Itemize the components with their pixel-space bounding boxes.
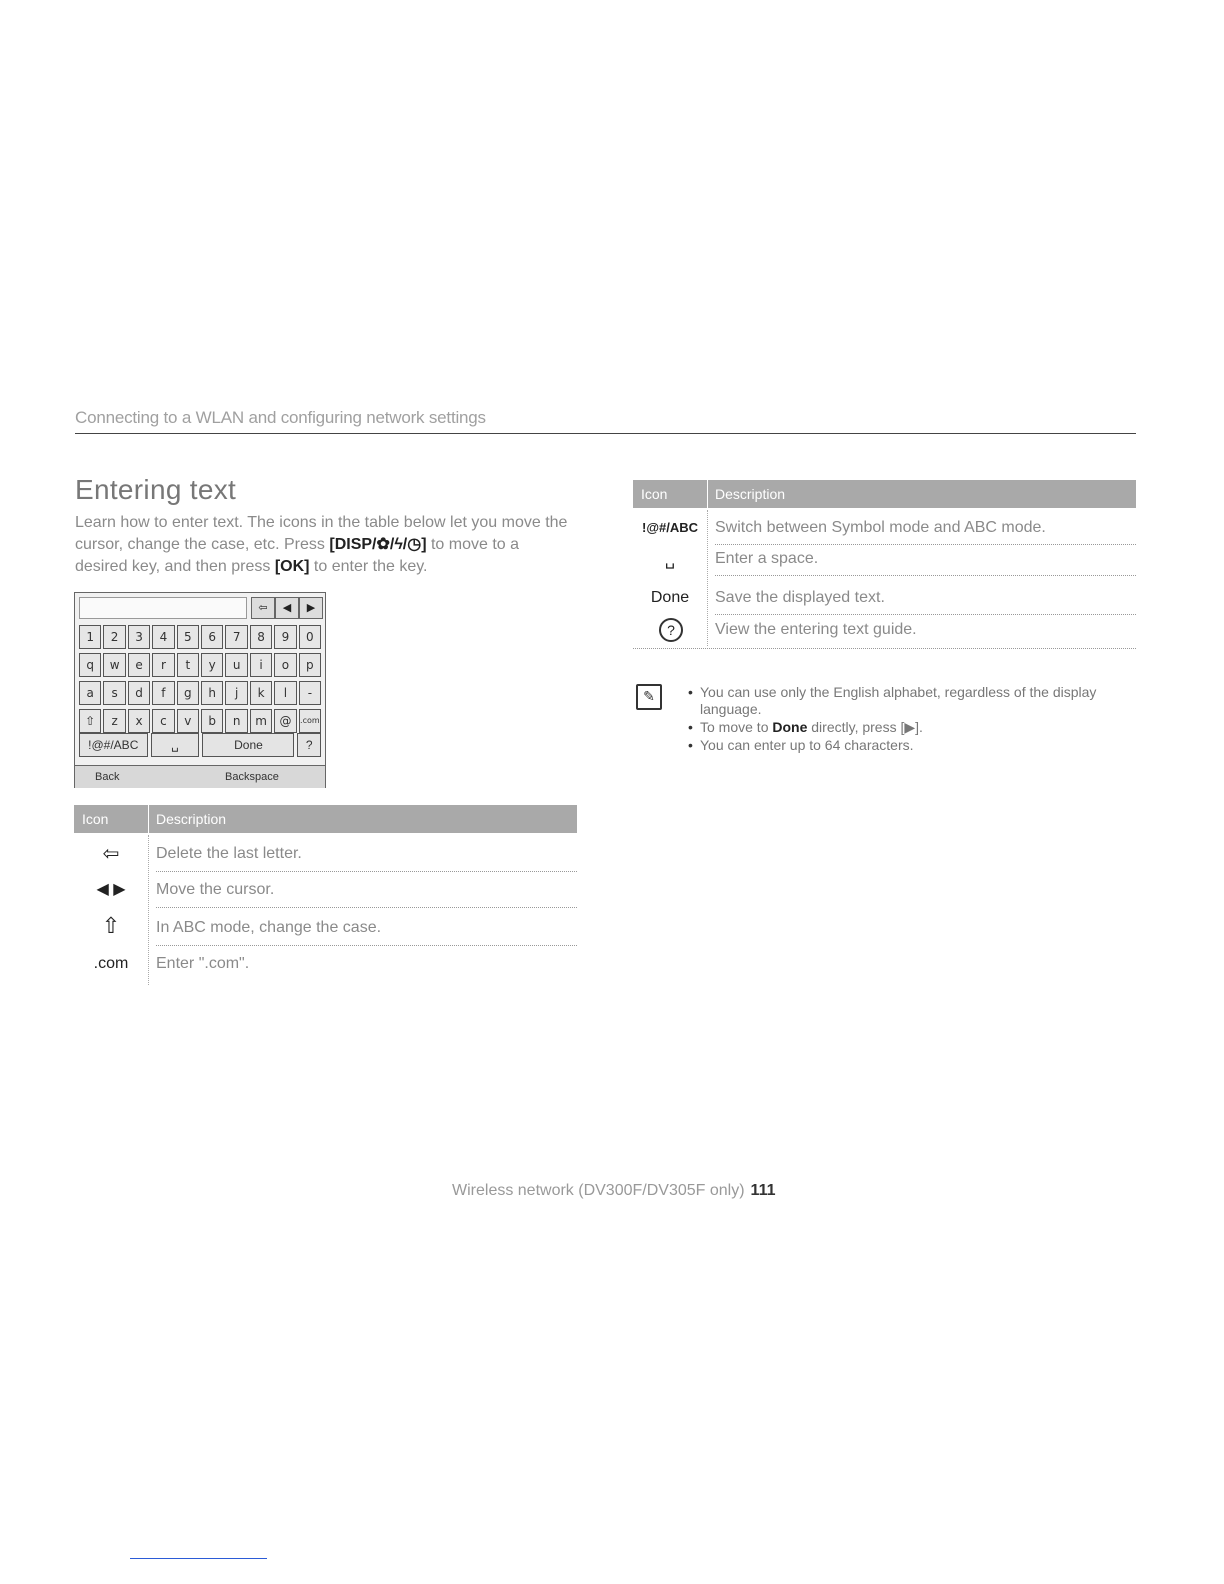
header-description: Description [715,486,786,502]
key: 1 [79,625,101,649]
row-description: In ABC mode, change the case. [156,919,382,936]
row-divider [156,907,577,908]
cursor-left-icon: ◀ [275,597,299,619]
note-box [636,672,1136,762]
key: v [177,709,199,733]
key: j [225,681,247,705]
key-row [79,709,321,733]
table-bottom-rule [633,648,1136,649]
key: a [79,681,101,705]
row-description: Switch between Symbol mode and ABC mode. [715,519,1046,536]
note-list [690,684,1120,755]
shift-icon: ⇧ [79,709,101,733]
backspace-label: Backspace [225,771,279,783]
back-label: Back [95,771,120,783]
intro-text-1: Learn how to enter text. The icons in the table below let you move the cursor, change the case, etc. Press [75,514,568,553]
key: r [152,653,174,677]
note-pencil-icon: ✎ [636,684,662,710]
header-rule [75,433,1136,434]
key: - [299,681,321,705]
keyboard-bottom-row [79,733,321,757]
key: 4 [152,625,174,649]
key: k [250,681,272,705]
key: w [103,653,125,677]
intro-key-disp: [DISP/✿/ϟ/◷] [329,536,427,553]
key: 8 [250,625,272,649]
header-icon: Icon [641,486,668,502]
key: b [201,709,223,733]
key: p [299,653,321,677]
intro-text-3: to enter the key. [309,558,428,575]
keyboard-illustration [74,592,326,788]
intro-key-ok: [OK] [274,558,310,575]
key: q [79,653,101,677]
note-item: • You can use only the English alphabet, regardless of the display language. [690,684,1120,718]
row-description: Move the cursor. [156,881,275,898]
key: @ [274,709,296,733]
note-text: To move to [700,719,773,735]
space-icon: ␣ [664,552,676,569]
key: t [177,653,199,677]
key-row [79,681,321,705]
header-separator [148,805,149,833]
note-text: directly, press [▶]. [807,719,923,735]
text-entry-field [79,597,247,619]
dotcom-icon: .com [93,955,129,972]
key: c [152,709,174,733]
key: i [250,653,272,677]
done-key: Done [202,733,294,757]
header-separator [707,480,708,508]
row-divider [156,871,577,872]
row-divider [715,575,1136,576]
row-description: Enter ".com". [156,955,250,972]
page-footer [452,1182,775,1200]
dotcom-key: .com [299,709,321,733]
note-item: • You can enter up to 64 characters. [690,737,1120,754]
help-icon: ? [659,618,683,642]
key-row [79,625,321,649]
key: g [177,681,199,705]
note-bold-done: Done [772,719,808,735]
key: l [274,681,296,705]
table-header [74,805,577,833]
section-title: Entering text [75,474,237,505]
row-description: Save the displayed text. [715,589,885,606]
key: f [152,681,174,705]
key: u [225,653,247,677]
intro-paragraph [75,512,575,578]
mode-key: !@#/ABC [79,733,148,757]
column-divider [707,510,708,646]
key: 9 [274,625,296,649]
column-divider [148,835,149,985]
row-description: View the entering text guide. [715,621,917,638]
key: n [225,709,247,733]
space-key-icon: ␣ [151,733,200,757]
row-divider [715,614,1136,615]
cursor-arrows-icon: ◀ ▶ [96,881,126,898]
done-icon: Done [650,589,690,606]
row-description: Delete the last letter. [156,845,302,862]
key-row [79,653,321,677]
key: 7 [225,625,247,649]
keyboard-status-bar [75,765,325,788]
shift-icon: ⇧ [101,913,121,938]
header-description: Description [156,811,227,827]
table-left [74,805,577,1005]
key: m [250,709,272,733]
header-icon: Icon [82,811,109,827]
key: 5 [177,625,199,649]
key: o [274,653,296,677]
key: d [128,681,150,705]
key: z [103,709,125,733]
intro-text-2: to move to a desired key, and then press [75,536,520,575]
page-number: 111 [750,1182,776,1199]
backspace-arrow-icon: ⇦ [251,597,275,619]
key: e [128,653,150,677]
help-key-icon: ? [297,733,321,757]
key: 0 [299,625,321,649]
table-header [633,480,1136,508]
table-right [633,480,1136,655]
row-description: Enter a space. [715,550,819,567]
key: 3 [128,625,150,649]
key: s [103,681,125,705]
key: x [128,709,150,733]
mode-switch-icon: !@#/ABC [641,520,698,535]
backspace-icon: ⇦ [102,843,120,865]
key-grid [79,625,321,737]
cursor-right-icon: ▶ [299,597,323,619]
key: h [201,681,223,705]
footer-text: Wireless network (DV300F/DV305F only) [452,1182,745,1199]
row-divider [156,945,577,946]
row-divider [715,544,1136,545]
key: y [201,653,223,677]
running-header: Connecting to a WLAN and configuring network settings [75,408,486,427]
key: 6 [201,625,223,649]
note-item [690,719,1120,736]
key: 2 [103,625,125,649]
bottom-link-rule [130,1558,267,1559]
